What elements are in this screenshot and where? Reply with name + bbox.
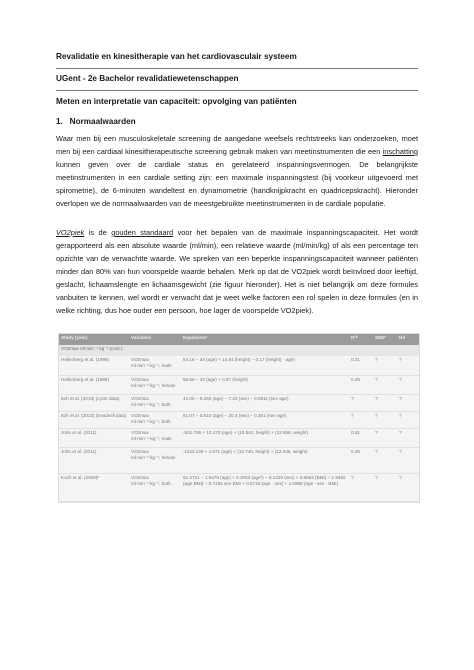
table-cell: 0.51 bbox=[349, 428, 373, 447]
table-row bbox=[59, 428, 419, 447]
text-run: kunnen geven over de cardiale status en gerelateerd inspanningsvermogen. De belangrijkste meetinstrumenten in een cardiale setting zijn: een maximale inspanningstest (bij voorkeur uitgevoerd met spirometrie), de 6-minuten wandeltest en dynamometrie (handknijpkracht en quadricepskracht). Hieronder overlopen we de normaalwaarden van de meestgebruikte meetinstrumenten in de cardiale populatie. bbox=[56, 160, 418, 208]
table-cell: John et al. (2011) bbox=[59, 447, 129, 473]
table-cell: John et al. (2011) bbox=[59, 428, 129, 447]
text-run: is de bbox=[84, 228, 112, 237]
prediction-equations-table bbox=[59, 334, 419, 502]
gold-standard-text: gouden standaard bbox=[111, 228, 174, 237]
table-cell: VO2max ml·min⁻¹·kg⁻¹, female bbox=[129, 375, 181, 394]
paragraph-normaalwaarden bbox=[56, 132, 418, 210]
table-cell: 42.05 − 0.266 (age) − 7.22 (sex) − 0.0811 (sex·age) bbox=[181, 394, 349, 411]
table-cell: Hellenberg et al. (1998) bbox=[59, 375, 129, 394]
table-cell: ? bbox=[373, 356, 397, 375]
section-heading: 1. Normaalwaarden bbox=[56, 117, 136, 126]
table-cell: Itoh et al. (2013) (cycle data) bbox=[59, 394, 129, 411]
paragraph-vo2piek-rest: voor het bepalen van de maximale inspanningscapaciteit. Het wordt gerapporteerd als een absolute waarde (ml/min), een relatieve waarde (ml/min/kg) of als een percentage ten opzichte van de verwachtte waarde. We spreken van een beperkte inspanningscapaciteit wanneer patiënten minder dan 80% van hun voorspelde waarde behalen. Merk op dat de VO2piek wordt beïnvloed door leeftijd, geslacht, lichaamslengte en lichaamsgewicht (zie figuur hieronder). Het is niet belangrijk om deze formules vanbuiten te kennen, wel wordt er verwacht dat je weet welke factoren een rol spelen in deze formules (en in welke richting, dus hoe ouder een persoon, hoe lager de voorspelde VO2piek). bbox=[56, 228, 419, 315]
table-cell: ? bbox=[397, 394, 419, 411]
table-cell: Koch et al. (2009)ᵉ bbox=[59, 473, 129, 501]
table-cell: ? bbox=[349, 394, 373, 411]
table-cell: VO2max ml·min⁻¹·kg⁻¹, both bbox=[129, 411, 181, 428]
table-row bbox=[59, 375, 419, 394]
table-cell: ? bbox=[373, 428, 397, 447]
table-subheader: VO2max ml·min⁻¹·kg⁻¹ (cont.) bbox=[59, 345, 419, 356]
table-cell: ? bbox=[373, 394, 397, 411]
term-vo2piek: VO2piek bbox=[56, 228, 85, 237]
col-header: R²ᵇ bbox=[349, 334, 373, 345]
divider bbox=[56, 68, 418, 69]
table-cell: 58.68 − 43 (age) + 0.97 (height) bbox=[181, 375, 349, 394]
table-cell: VO2max ml·min⁻¹·kg⁻¹, female bbox=[129, 447, 181, 473]
table-cell: ? bbox=[397, 356, 419, 375]
table-cell: VO2max ml·min⁻¹·kg⁻¹, both bbox=[129, 473, 181, 501]
table-row bbox=[59, 411, 419, 428]
table-cell: 0.46 bbox=[349, 447, 373, 473]
table-cell: ? bbox=[373, 375, 397, 394]
table-row bbox=[59, 394, 419, 411]
table-cell: ? bbox=[397, 447, 419, 473]
col-header: SEEᶜ bbox=[373, 334, 397, 345]
prediction-equations-table-figure bbox=[58, 333, 420, 503]
divider bbox=[56, 90, 418, 91]
table-cell: 0.31 bbox=[349, 356, 373, 375]
text-run: Waar men bij een musculoskeletale screening de aangedane weefsels rechtstreeks kan onderzoeken, moet men bij een cardiaal kinesitherapeutische screening gebruik maken van meetinstrumenten die een bbox=[56, 134, 418, 156]
table-cell: -1144.126 + 1.871 (age) + (12.740, height) + (12.436, weight) bbox=[181, 447, 349, 473]
table-subheader-row bbox=[59, 345, 419, 356]
table-cell: 0.29 bbox=[349, 375, 373, 394]
table-row bbox=[59, 473, 419, 501]
table-cell: ? bbox=[397, 473, 419, 501]
col-header: Study (year) bbox=[59, 334, 129, 345]
table-cell: ? bbox=[397, 428, 419, 447]
table-cell: 54.18 − 34 (age) + 14.54 (height) − 0.17 (height) · age) bbox=[181, 356, 349, 375]
table-row bbox=[59, 447, 419, 473]
underlined-word: inschatting bbox=[382, 147, 418, 156]
course-title: Revalidatie en kinesitherapie van het cardiovasculair systeem bbox=[56, 52, 297, 61]
topic-title: Meten en interpretatie van capaciteit: opvolging van patiënten bbox=[56, 97, 297, 106]
col-header: Variables bbox=[129, 334, 181, 345]
table-cell: 61.07 − 0.510 (age) − 20.4 (sex) − 0.301 (sex·age) bbox=[181, 411, 349, 428]
table-cell: ? bbox=[349, 473, 373, 501]
table-cell: -531.795 + 13.470 (age) + (10.542, height) + (12.558, weight) bbox=[181, 428, 349, 447]
col-header: Nd bbox=[397, 334, 419, 345]
paragraph-vo2piek bbox=[56, 226, 418, 317]
table-cell: VO2max ml·min⁻¹·kg⁻¹, both bbox=[129, 394, 181, 411]
table-cell: ? bbox=[397, 375, 419, 394]
table-cell: Hellenberg et al. (1998) bbox=[59, 356, 129, 375]
table-row bbox=[59, 356, 419, 375]
table-cell: ? bbox=[373, 473, 397, 501]
col-header: Equationsᵃ bbox=[181, 334, 349, 345]
table-cell: 61.3721 − 1.9479 (age) + 0.3053 (age²) − 6.1229 (sex) + 3.8692 (BMI) − 1.9482 (age·BMI) − 6.7455 sex·BMI + 0.0718 (age · sex) + 1.6969 (age · sex · BMI) bbox=[181, 473, 349, 501]
table-cell: VO2max ml·min⁻¹·kg⁻¹, male bbox=[129, 356, 181, 375]
program-title: UGent - 2e Bachelor revalidatiewetenschappen bbox=[56, 74, 239, 83]
table-cell: ? bbox=[349, 411, 373, 428]
table-cell: ? bbox=[373, 411, 397, 428]
table-cell: VO2max ml·min⁻¹·kg⁻¹, male bbox=[129, 428, 181, 447]
table-cell: ? bbox=[397, 411, 419, 428]
table-cell: Itoh et al. (2013) (treadmill data) bbox=[59, 411, 129, 428]
table-cell: ? bbox=[373, 447, 397, 473]
table-header-row bbox=[59, 334, 419, 345]
